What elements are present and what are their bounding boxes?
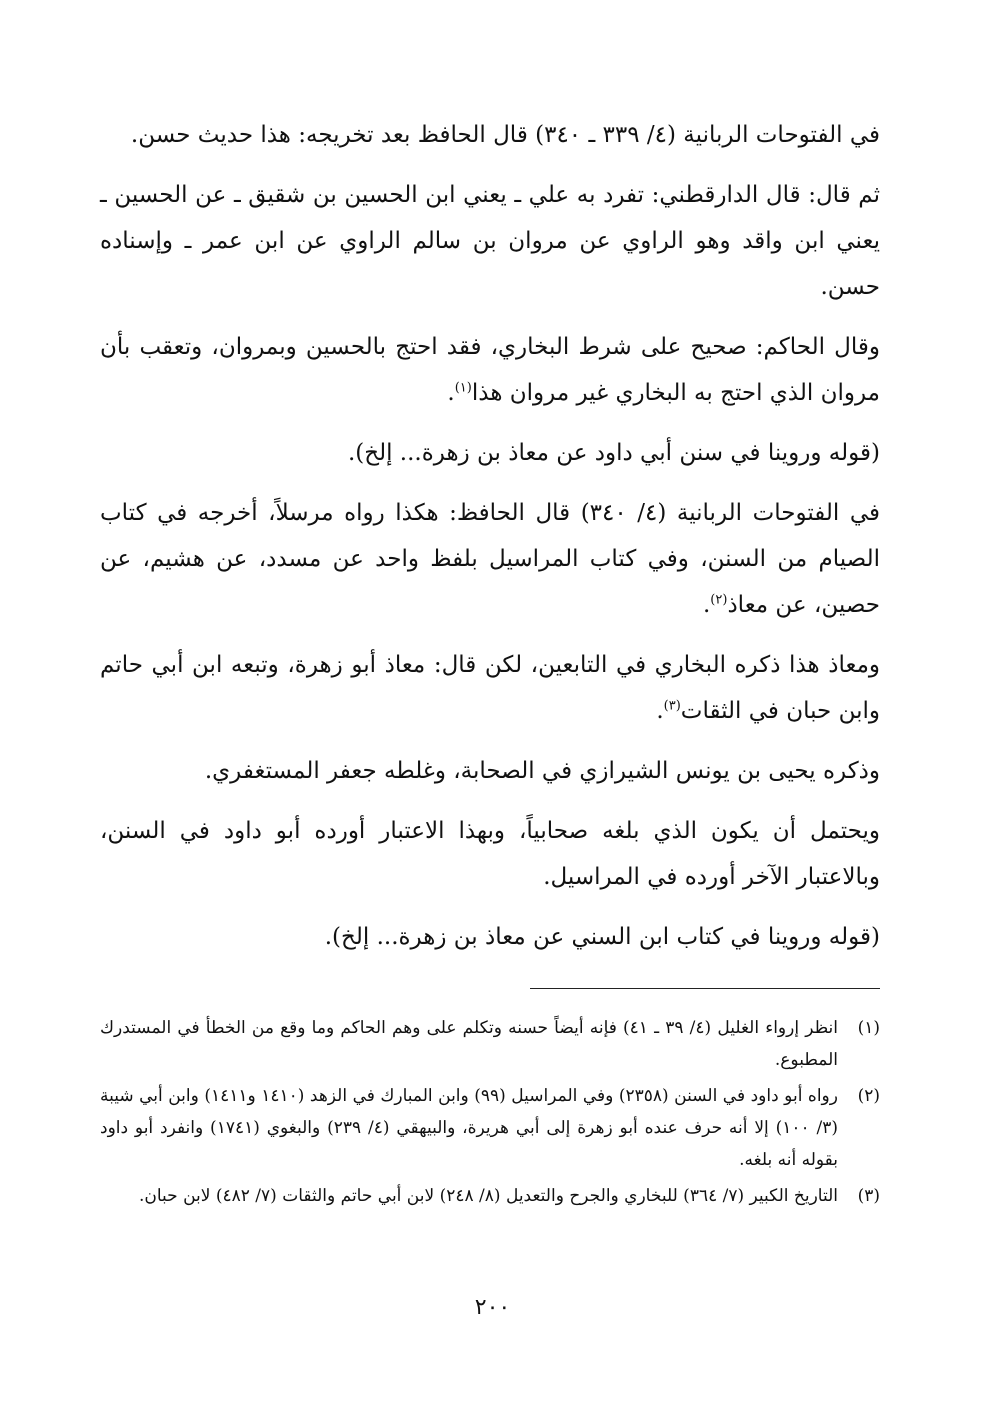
footnote-3-text: التاريخ الكبير (٧/ ٣٦٤) للبخاري والجرح والتعديل (٨/ ٢٤٨) لابن أبي حاتم والثقات (٧/ ٤٨٢) لابن حبان. xyxy=(138,1186,838,1206)
footnote-2-text: رواه أبو داود في السنن (٢٣٥٨) وفي المراسيل (٩٩) وابن المبارك في الزهد (١٤١٠ و١٤١١) وابن أبي شيبة (٣/ ١٠٠) إلا أنه حرف عنده أبو زهرة إلى أبي هريرة، والبيهقي (٤/ ٢٣٩) والبغوي (١٧٤١) وانفرد أبو داود بقوله أنه بلغه. xyxy=(100,1086,839,1170)
footnote-1-text: انظر إرواء الغليل (٤/ ٣٩ ـ ٤١) فإنه أيضاً حسنه وتكلم على وهم الحاكم وما وقع من الخطأ في المستدرك المطبوع. xyxy=(100,1018,839,1070)
paragraph-4 xyxy=(100,430,880,476)
paragraph-5-text: في الفتوحات الربانية (٤/ ٣٤٠) قال الحافظ: هكذا رواه مرسلاً، أخرجه في كتاب الصيام من السنن، وفي كتاب المراسيل بلفظ واحد عن مسدد، عن هشيم، عن حصين، عن معاذ xyxy=(100,500,880,618)
footnote-2-number: (٢) xyxy=(857,1086,880,1106)
paragraph-7 xyxy=(100,748,880,794)
paragraph-6-text: ومعاذ هذا ذكره البخاري في التابعين، لكن قال: معاذ أبو زهرة، وتبعه ابن أبي حاتم وابن حبان في الثقات xyxy=(100,652,880,724)
paragraph-9 xyxy=(100,914,880,960)
footnote-1-number: (١) xyxy=(857,1018,880,1038)
footnote-3 xyxy=(100,1180,880,1212)
page-number: ٢٠٠ xyxy=(474,1295,511,1320)
footnote-ref-1[interactable]: (١) xyxy=(454,380,472,396)
footnote-1 xyxy=(100,1012,880,1076)
paragraph-2 xyxy=(100,172,880,310)
paragraph-5: في الفتوحات الربانية (٤/ ٣٤٠) قال الحافظ: هكذا رواه مرسلاً، أخرجه في كتاب الصيام من السنن، وفي كتاب المراسيل بلفظ واحد عن مسدد، عن هشيم، عن حصين، عن معاذ$^{(٢)}$. xyxy=(100,500,880,618)
paragraph-3-text: وقال الحاكم: صحيح على شرط البخاري، فقد احتج بالحسين وبمروان، وتعقب بأن مروان الذي احتج به البخاري غير مروان هذا xyxy=(100,334,880,406)
paragraph-7-text: وذكره يحيى بن يونس الشيرازي في الصحابة، وغلطه جعفر المستغفري. xyxy=(204,758,880,784)
paragraph-8 xyxy=(100,808,880,900)
footnote-2 xyxy=(100,1080,880,1176)
paragraph-9-text: (قوله وروينا في كتاب ابن السني عن معاذ بن زهرة... إلخ). xyxy=(324,924,880,950)
footnote-3-number: (٣) xyxy=(857,1186,880,1206)
paragraph-8-text: ويحتمل أن يكون الذي بلغه صحابياً، وبهذا الاعتبار أورده أبو داود في السنن، وبالاعتبار الآخر أورده في المراسيل. xyxy=(100,818,880,890)
paragraph-1-text: في الفتوحات الربانية (٤/ ٣٣٩ ـ ٣٤٠) قال الحافظ بعد تخريجه: هذا حديث حسن. xyxy=(130,122,880,148)
main-text xyxy=(100,112,880,974)
footnote-separator xyxy=(530,988,880,989)
paragraph-2-text: ثم قال: قال الدارقطني: تفرد به علي ـ يعني ابن الحسين بن شقيق ـ عن الحسين ـ يعني ابن واقد وهو الراوي عن مروان بن سالم الراوي عن ابن عمر ـ وإسناده حسن. xyxy=(100,182,880,300)
paragraph-3: وقال الحاكم: صحيح على شرط البخاري، فقد احتج بالحسين وبمروان، وتعقب بأن مروان الذي احتج به البخاري غير مروان هذا$^{(١)}$. xyxy=(100,334,880,406)
footnotes xyxy=(100,1012,880,1216)
paragraph-4-text: (قوله وروينا في سنن أبي داود عن معاذ بن زهرة... إلخ). xyxy=(347,440,880,466)
paragraph-1 xyxy=(100,112,880,158)
paragraph-6: ومعاذ هذا ذكره البخاري في التابعين، لكن قال: معاذ أبو زهرة، وتبعه ابن أبي حاتم وابن حبان في الثقات$^{(٣)}$. xyxy=(100,652,880,724)
footnote-ref-2[interactable]: (٢) xyxy=(710,592,728,608)
footnote-ref-3[interactable]: (٣) xyxy=(663,698,681,714)
